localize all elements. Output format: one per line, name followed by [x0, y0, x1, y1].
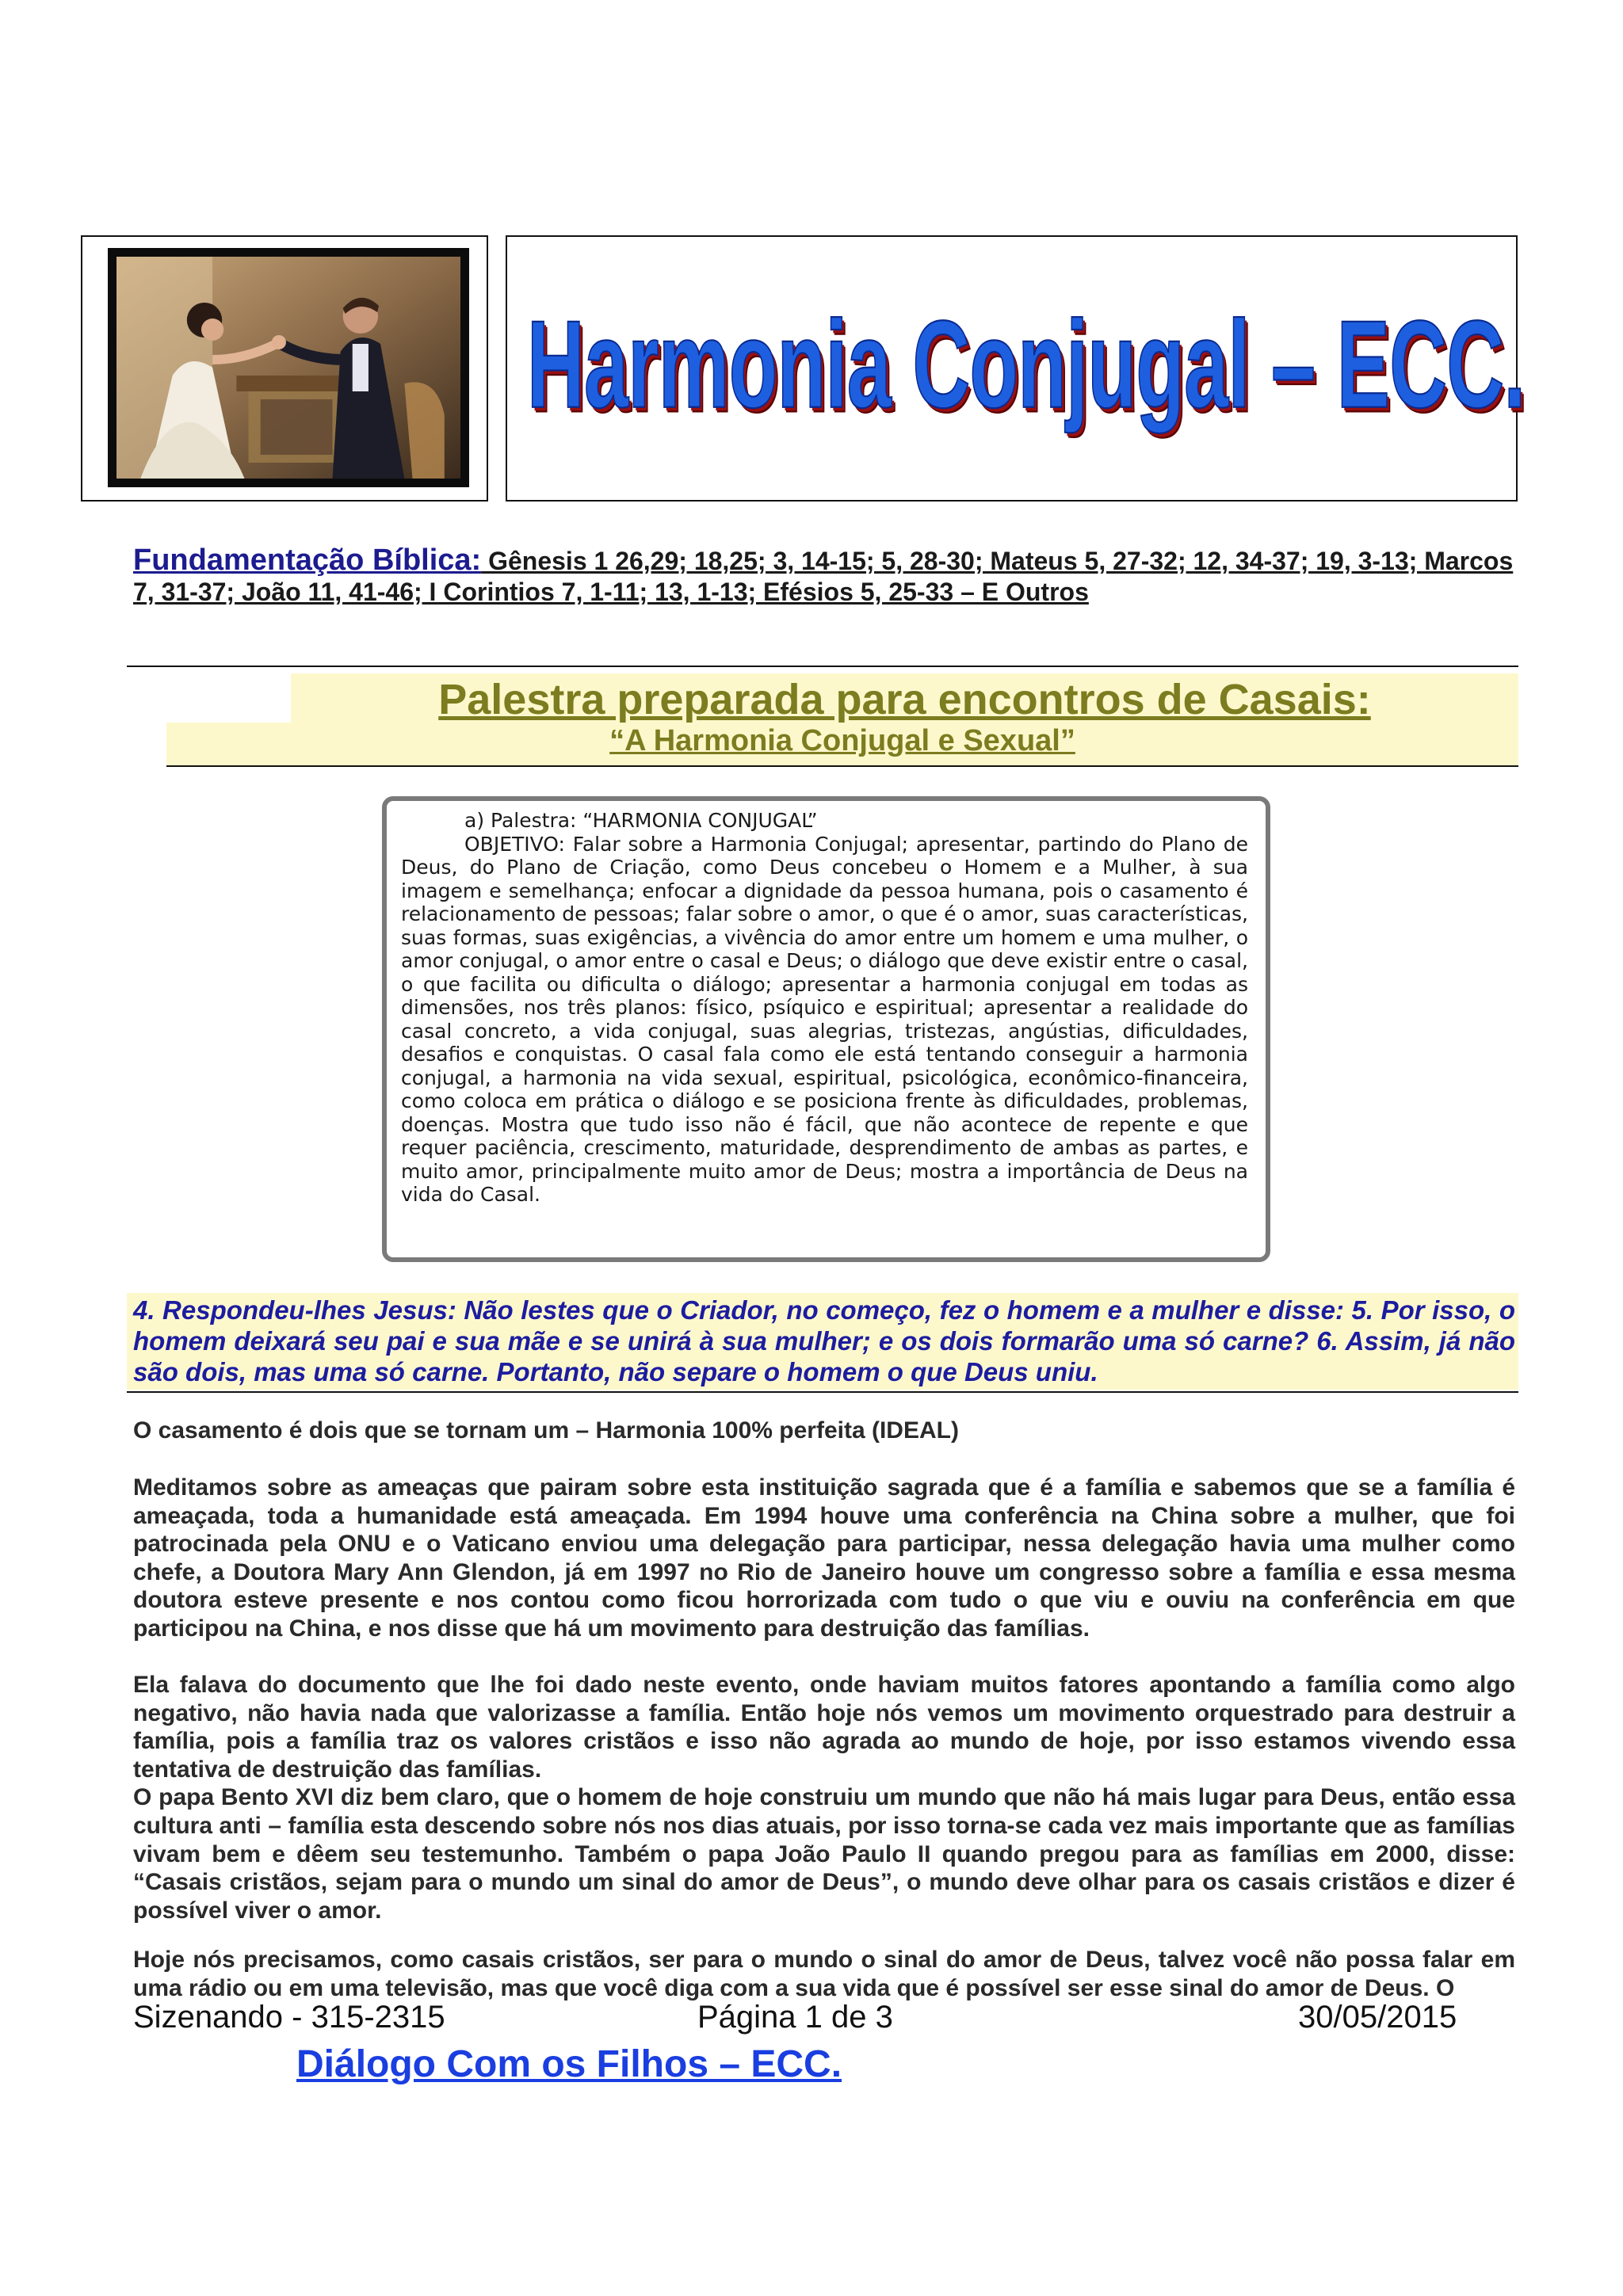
- divider: [127, 1391, 1518, 1393]
- next-section-title: Diálogo Com os Filhos – ECC.: [296, 2043, 842, 2085]
- paragraph-text: O papa Bento XVI diz bem claro, que o homem de hoje construiu um mundo que não há mais lugar para Deus, então essa cultura anti – família esta descendo sobre nós nos dias atuais, por isso torna-se cada vez mais importante que as famílias vivam bem e dêem seu testemunho. Também o papa João Paulo II quando pregou para as famílias em 2000, disse: “Casais cristãos, sejam para o mundo um sinal do amor de Deus”, o mundo deve olhar para os casais cristãos e dizer é possível viver o amor.: [133, 1784, 1515, 1924]
- footer-page-number: Página 1 de 3: [697, 2000, 893, 2035]
- page-title: Harmonia Conjugal – ECC.: [526, 294, 1526, 434]
- palestra-subtitle: “A Harmonia Conjugal e Sexual”: [609, 724, 1075, 757]
- objective-text: OBJETIVO: Falar sobre a Harmonia Conjugal; apresentar, partindo do Plano de Deus, do Plano de Criação, como Deus concebeu o Homem e a Mulher, à sua imagem e semelhança; enfocar a dignidade da pessoa humana, pois o casamento é relacionamento de pessoas; falar sobre o amor, o que é o amor, suas características, suas formas, suas exigências, a vivência do amor entre um homem e uma mulher, o amor conjugal, o amor entre o casal e Deus; o diálogo que deve existir entre o casal, o que facilita ou dificulta o diálogo; apresentar a harmonia conjugal em todas as dimensões, nos três planos: físico, psíquico e espiritual; apresentar a realidade do casal concreto, a vida conjugal, suas alegrias, tristezas, angústias, dificuldades, desafios e conquistas. O casal fala como ele está tentando conseguir a harmonia conjugal, a harmonia na vida sexual, espiritual, psicológica, econômico-financeira, como coloca em prática o diálogo e se posiciona frente às dificuldades, problemas, doenças. Mostra que tudo isso não é fácil, que não acontece de repente e que requer paciência, crescimento, maturidade, desprendimento de ambas as partes, e muito amor, principalmente muito amor de Deus; mostra a importância de Deus na vida do Casal.: [401, 832, 1248, 1206]
- title-box: [506, 235, 1526, 502]
- paragraph-text: Hoje nós precisamos, como casais cristãos, ser para o mundo o sinal do amor de Deus, talvez você não possa falar em uma rádio ou em uma televisão, mas que você diga com a sua vida que é possível ser esse sinal do amor de Deus. O: [133, 1947, 1515, 2001]
- biblical-foundation-label: Fundamentação Bíblica:: [133, 543, 482, 577]
- scripture-quote: 4. Respondeu-lhes Jesus: Não lestes que o Criador, no começo, fez o homem e a mulher e disse: 5. Por isso, o homem deixará seu pai e sua mãe e se unirá à sua mulher; e os dois formarão uma só carne? 6. Assim, já não são dois, mas uma só carne. Portanto, não separe o homem o que Deus uniu.: [133, 1295, 1515, 1386]
- paragraph-text: Ela falava do documento que lhe foi dado neste evento, onde haviam muitos fatores apontando a família como algo negativo, não havia nada que valorizasse a família. Então hoje nós vemos um movimento orquestrado para destruir a família, pois a família traz os valores cristãos e isso não agrada ao mundo de hoje, por isso estamos vivendo essa tentativa de destruição das famílias.: [133, 1672, 1515, 1783]
- biblical-foundation-text: Gênesis 1 26,29; 18,25; 3, 14-15; 5, 28-30; Mateus 5, 27-32; 12, 34-37; 19, 3-13; Marcos 7, 31-37; João 11, 41-46; I Corintios 7, 1-11; 13, 1-13; Efésios 5, 25-33 – E Outros: [133, 547, 1514, 606]
- divider: [166, 765, 1518, 767]
- footer-date: 30/05/2015: [1298, 2000, 1457, 2035]
- paragraph-text: O casamento é dois que se tornam um – Harmonia 100% perfeita (IDEAL): [133, 1417, 959, 1444]
- body-paragraph: [133, 1417, 1515, 1445]
- biblical-foundation: [133, 545, 1522, 608]
- objective-heading: a) Palestra: “HARMONIA CONJUGAL”: [464, 809, 818, 832]
- objective-box: [382, 796, 1270, 1262]
- couple-arm-wrestling-icon: [116, 257, 460, 479]
- paragraph-text: Meditamos sobre as ameaças que pairam sobre esta instituição sagrada que é a família e sabemos que se a família é ameaçada, toda a humanidade está ameaçada. Em 1994 houve uma conferência na China sobre a mulher, que foi patrocinada pela ONU e o Vaticano enviou uma delegação para participar, nessa delegação havia uma mulher como chefe, a Doutora Mary Ann Glendon, já em 1997 no Rio de Janeiro houve um congresso sobre a família e essa mesma doutora esteve presente e nos contou como ficou horrorizada com tudo o que viu e ouviu na conferência em que participou na China, e nos disse que há um movimento para destruição das famílias.: [133, 1474, 1515, 1642]
- couple-photo: [108, 248, 469, 487]
- body-paragraph: [133, 1671, 1515, 1924]
- palestra-title: Palestra preparada para encontros de Casais:: [438, 676, 1371, 723]
- divider: [127, 666, 1518, 667]
- footer-author: Sizenando - 315-2315: [133, 2000, 445, 2035]
- body-paragraph: [133, 1474, 1515, 1643]
- body-paragraph: [133, 1946, 1515, 2002]
